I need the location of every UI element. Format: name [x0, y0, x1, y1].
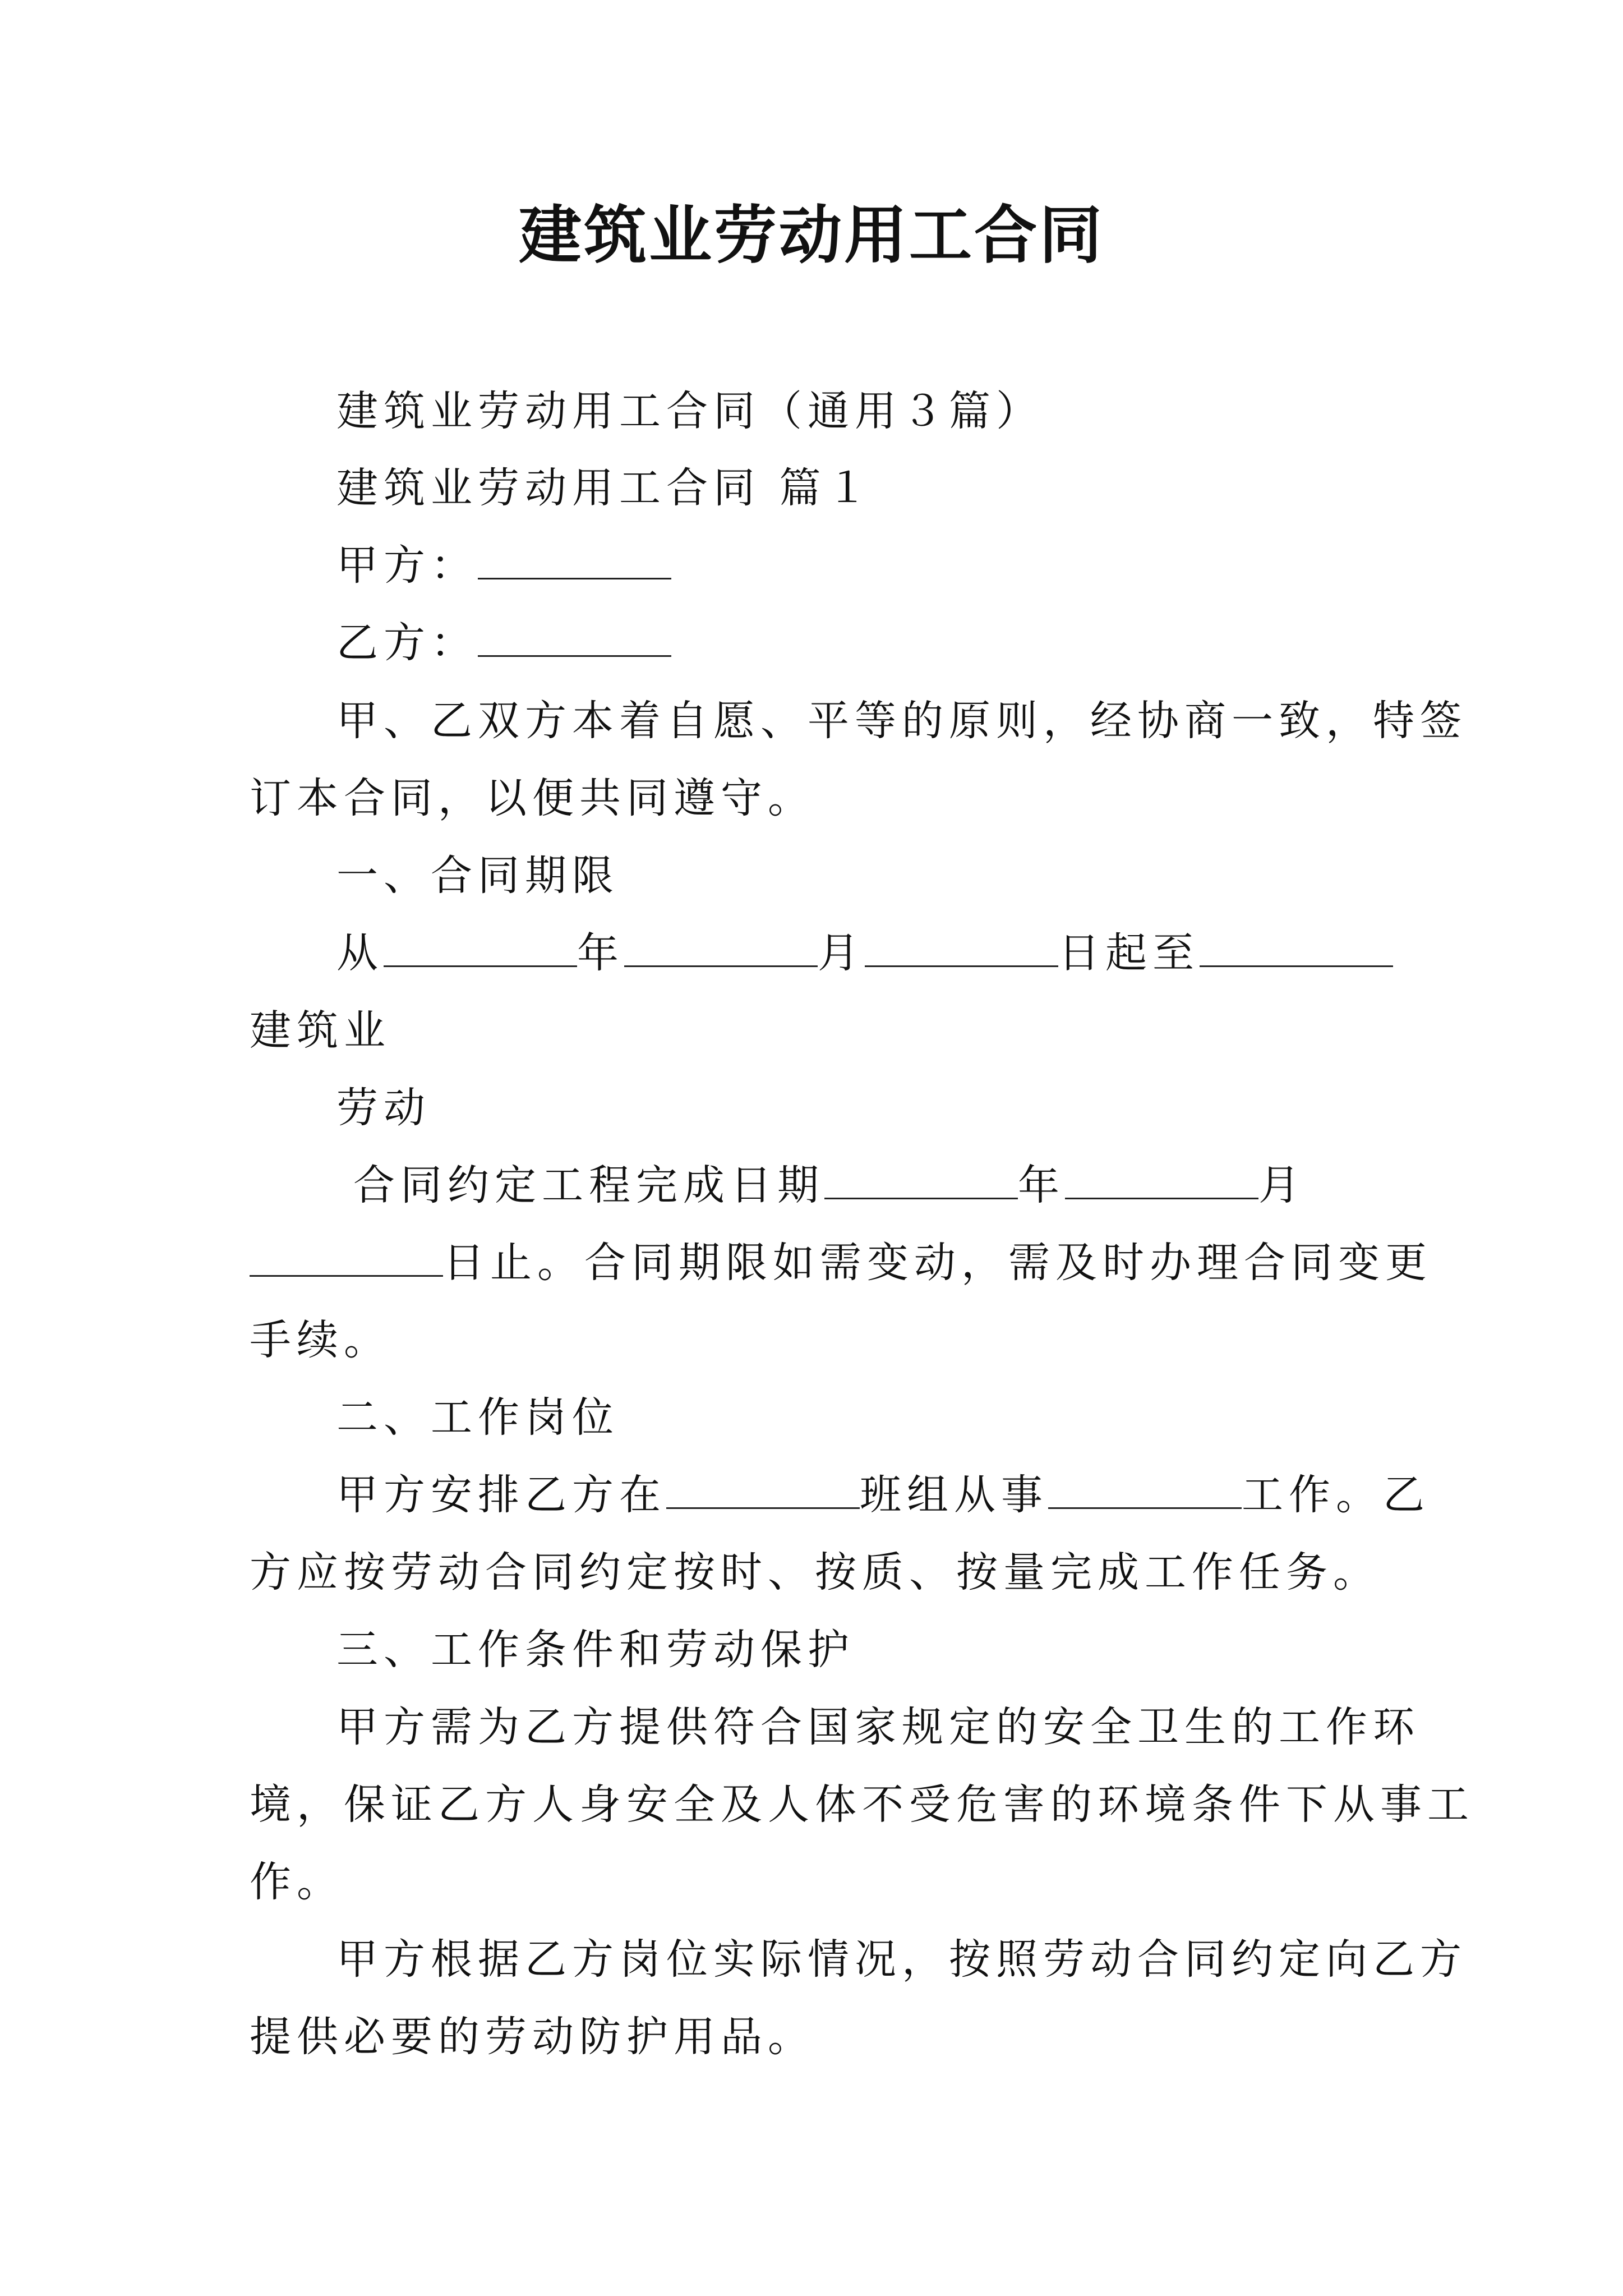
- completion-year-blank: [824, 1162, 1018, 1199]
- party-b-blank: [478, 619, 671, 657]
- completion-year: 年: [1018, 1161, 1065, 1209]
- team-blank: [666, 1471, 860, 1509]
- post-text-b: 班组从事: [860, 1471, 1048, 1519]
- term-line-5: [250, 1235, 1432, 1291]
- part-heading: 建筑业劳动用工合同 篇１: [336, 464, 874, 512]
- post-line-2: 方应按劳动合同约定按时、按质、按量完成工作任务。: [250, 1548, 1380, 1596]
- term-line-4: [353, 1157, 1306, 1213]
- cond-p2-line-1: 甲方根据乙方岗位实际情况，按照劳动合同约定向乙方: [336, 1935, 1467, 1984]
- section-2-heading: 二、工作岗位: [336, 1393, 619, 1442]
- term-from-day-blank: [865, 930, 1058, 967]
- section-1-heading: 一、合同期限: [336, 852, 619, 900]
- term-to-blank: [1200, 930, 1393, 967]
- completion-day-blank: [250, 1239, 443, 1277]
- party-b-line: [336, 615, 671, 671]
- term-line-6: 手续。: [250, 1316, 391, 1364]
- completion-date-label: 合同约定工程完成日期: [353, 1161, 824, 1209]
- term-month: 月: [818, 929, 865, 977]
- term-from: 从: [336, 929, 384, 977]
- party-a-label: 甲方：: [336, 541, 478, 590]
- completion-month-blank: [1065, 1162, 1258, 1199]
- work-blank: [1048, 1471, 1242, 1509]
- intro-line-2: 订本合同，以便共同遵守。: [250, 774, 815, 822]
- term-year: 年: [577, 929, 624, 977]
- section-3-heading: 三、工作条件和劳动保护: [336, 1626, 855, 1674]
- post-text-c: 工作。乙: [1242, 1471, 1430, 1519]
- party-a-line: [336, 537, 671, 593]
- term-line-5-text: 日止。合同期限如需变动，需及时办理合同变更: [443, 1239, 1432, 1287]
- document-title: 建筑业劳动用工合同: [519, 199, 1104, 272]
- term-from-year-blank: [384, 930, 577, 967]
- party-b-label: 乙方：: [336, 619, 478, 667]
- cond-p1-line-2: 境，保证乙方人身安全及人体不受危害的环境条件下从事工: [250, 1780, 1474, 1829]
- completion-month: 月: [1258, 1161, 1306, 1209]
- intro-line-1: 甲、乙双方本着自愿、平等的原则，经协商一致，特签: [336, 697, 1467, 745]
- post-text-a: 甲方安排乙方在: [336, 1471, 666, 1519]
- cond-p1-line-3: 作。: [250, 1858, 344, 1906]
- term-line-2: 建筑业: [250, 1006, 391, 1055]
- post-line-1: [336, 1467, 1430, 1523]
- term-line-3: 劳动: [336, 1084, 431, 1132]
- cond-p2-line-2: 提供必要的劳动防护用品。: [250, 2013, 815, 2061]
- cond-p1-line-1: 甲方需为乙方提供符合国家规定的安全卫生的工作环: [336, 1703, 1420, 1751]
- term-from-month-blank: [624, 930, 818, 967]
- term-line-1: [336, 925, 1393, 981]
- party-a-blank: [478, 542, 671, 579]
- subtitle: 建筑业劳动用工合同（通用３篇）: [336, 387, 1043, 435]
- term-day-to: 日起至: [1058, 929, 1200, 977]
